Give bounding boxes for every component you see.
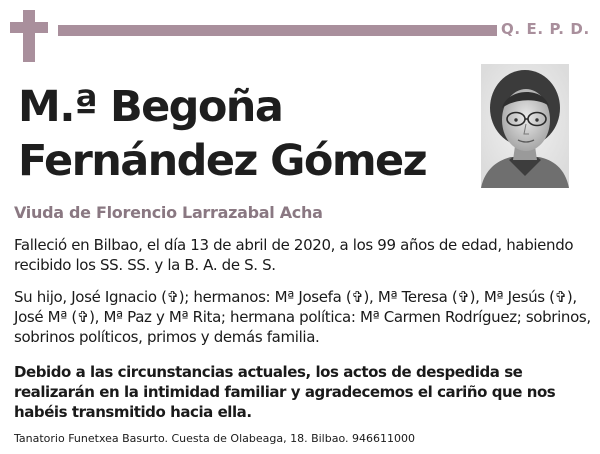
family-paragraph: Su hijo, José Ignacio (✞); hermanos: Mª Josefa (✞), Mª Teresa (✞), Mª Jesús (✞), José Mª (✞), Mª Paz y Mª Rita; hermana política: Mª Carmen Rodríguez; sobrinos, sobrinos políticos, primos y demás familia. — [14, 288, 591, 346]
death-announcement-paragraph: Falleció en Bilbao, el día 13 de abril de 2020, a los 99 años de edad, habiendo recibido los SS. SS. y la B. A. de S. S. — [14, 236, 574, 274]
cross-vertical-bar — [23, 10, 35, 62]
header-rule — [58, 25, 497, 36]
deceased-name-line1: M.ª Begoña — [18, 82, 283, 132]
deceased-name — [18, 80, 426, 188]
farewell-notice-paragraph: Debido a las circunstancias actuales, los actos de despedida se realizarán en la intimidad familiar y agradecemos el cariño que nos habéis transmitido hacia ella. — [14, 363, 556, 421]
qepd-label: Q. E. P. D. — [501, 20, 590, 38]
deceased-subtitle: Viuda de Florencio Larrazabal Acha — [14, 203, 323, 222]
funeral-home-footer: Tanatorio Funetxea Basurto. Cuesta de Olabeaga, 18. Bilbao. 946611000 — [14, 432, 415, 445]
cross-horizontal-bar — [10, 22, 48, 33]
deceased-portrait-photo — [481, 64, 569, 188]
deceased-name-line2: Fernández Gómez — [18, 136, 427, 186]
